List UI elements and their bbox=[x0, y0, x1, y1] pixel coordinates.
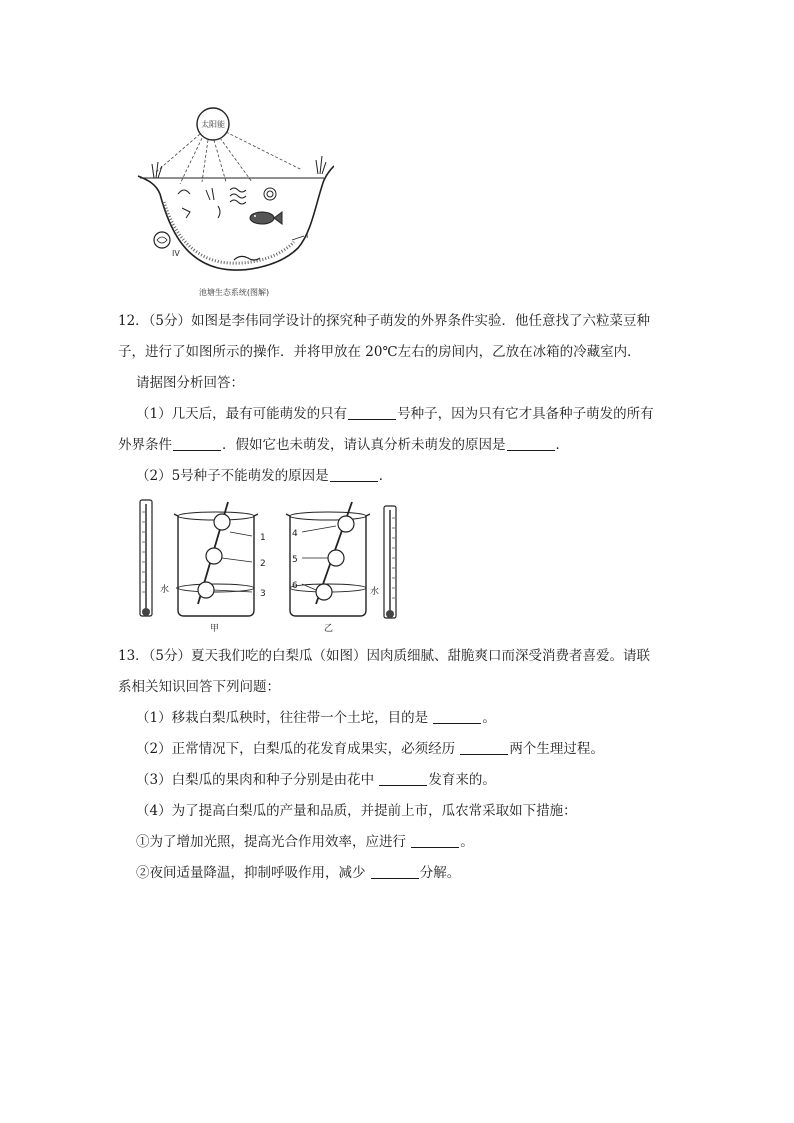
answer-blank[interactable] bbox=[379, 771, 427, 786]
water-mark-left: 水 bbox=[160, 585, 170, 595]
beaker-yi bbox=[286, 502, 370, 616]
answer-blank[interactable] bbox=[411, 833, 459, 848]
water-mark-right: 水 bbox=[370, 587, 380, 597]
q13-sub1: （1）移栽白梨瓜秧时，往往带一个土坨，目的是 。 bbox=[136, 710, 496, 726]
sun-rays bbox=[156, 132, 302, 184]
label-i: I bbox=[306, 231, 309, 240]
shore-plants bbox=[152, 156, 326, 178]
answer-blank[interactable] bbox=[460, 740, 508, 755]
seed-germination-figure bbox=[136, 496, 406, 634]
fish-icon bbox=[250, 212, 282, 224]
q13-choice2: ②夜间适量降温，抑制呼吸作用，减少 分解。 bbox=[136, 865, 461, 881]
answer-blank[interactable] bbox=[173, 436, 221, 451]
q12-sub2: （2）5号种子不能萌发的原因是 ． bbox=[136, 468, 393, 484]
q13-sub3: （3）白梨瓜的果肉和种子分别是由花中 发育来的。 bbox=[136, 772, 496, 788]
beaker-jia bbox=[174, 502, 258, 616]
q12-sub1b: 外界条件 ．假如它也未萌发，请认真分析未萌发的原因是 ． bbox=[118, 437, 569, 453]
seed-label-2: 2 bbox=[260, 559, 266, 569]
seed-label-3: 3 bbox=[260, 589, 266, 599]
seed-label-5: 5 bbox=[292, 555, 298, 565]
q13-sub2: （2）正常情况下，白梨瓜的花发育成果实，必须经历 两个生理过程。 bbox=[136, 741, 604, 757]
answer-blank[interactable] bbox=[371, 864, 419, 879]
sun-label: 太阳能 bbox=[201, 120, 225, 129]
answer-blank[interactable] bbox=[507, 436, 555, 451]
q12-line2: 子，进行了如图所示的操作．并将甲放在 20℃左右的房间内，乙放在冰箱的冷藏室内． bbox=[118, 344, 641, 360]
thermometer-left-icon bbox=[140, 500, 152, 616]
q12-line1: 12．（5分）如图是李伟同学设计的探究种子萌发的外界条件实验．他任意找了六粒菜豆种 bbox=[118, 313, 651, 329]
thermometer-right-icon bbox=[384, 506, 396, 618]
answer-blank[interactable] bbox=[433, 709, 481, 724]
q13-sub4: （4）为了提高白梨瓜的产量和品质，并提前上市，瓜农常采取如下措施： bbox=[136, 803, 577, 819]
q13-line2: 系相关知识回答下列问题： bbox=[118, 679, 280, 695]
q12-line3: 请据图分析回答： bbox=[136, 375, 244, 391]
caption-yi: 乙 bbox=[324, 624, 334, 634]
caption-jia: 甲 bbox=[210, 624, 220, 634]
decomposer-icon bbox=[154, 232, 170, 248]
q13-line1: 13．（5分）夏天我们吃的白梨瓜（如图）因肉质细腻、甜脆爽口而深受消费者喜爱。请联 bbox=[118, 648, 651, 664]
pond-basin bbox=[138, 166, 334, 270]
seed-label-4: 4 bbox=[292, 529, 298, 539]
q13-choice1: ①为了增加光照，提高光合作用效率，应进行 。 bbox=[136, 834, 474, 850]
answer-blank[interactable] bbox=[330, 467, 378, 482]
label-iv: IV bbox=[172, 249, 180, 258]
pond-caption: 池塘生态系统(图解) bbox=[198, 288, 270, 297]
pond-ecosystem-figure bbox=[134, 102, 334, 300]
seed-label-1: 1 bbox=[260, 533, 266, 543]
answer-blank[interactable] bbox=[348, 405, 396, 420]
seed-label-6: 6 bbox=[292, 581, 298, 591]
q12-sub1a: （1）几天后，最有可能萌发的只有 号种子，因为只有它才具备种子萌发的所有 bbox=[136, 406, 654, 422]
bottom-organism bbox=[234, 256, 260, 260]
pond-mud bbox=[164, 202, 294, 263]
